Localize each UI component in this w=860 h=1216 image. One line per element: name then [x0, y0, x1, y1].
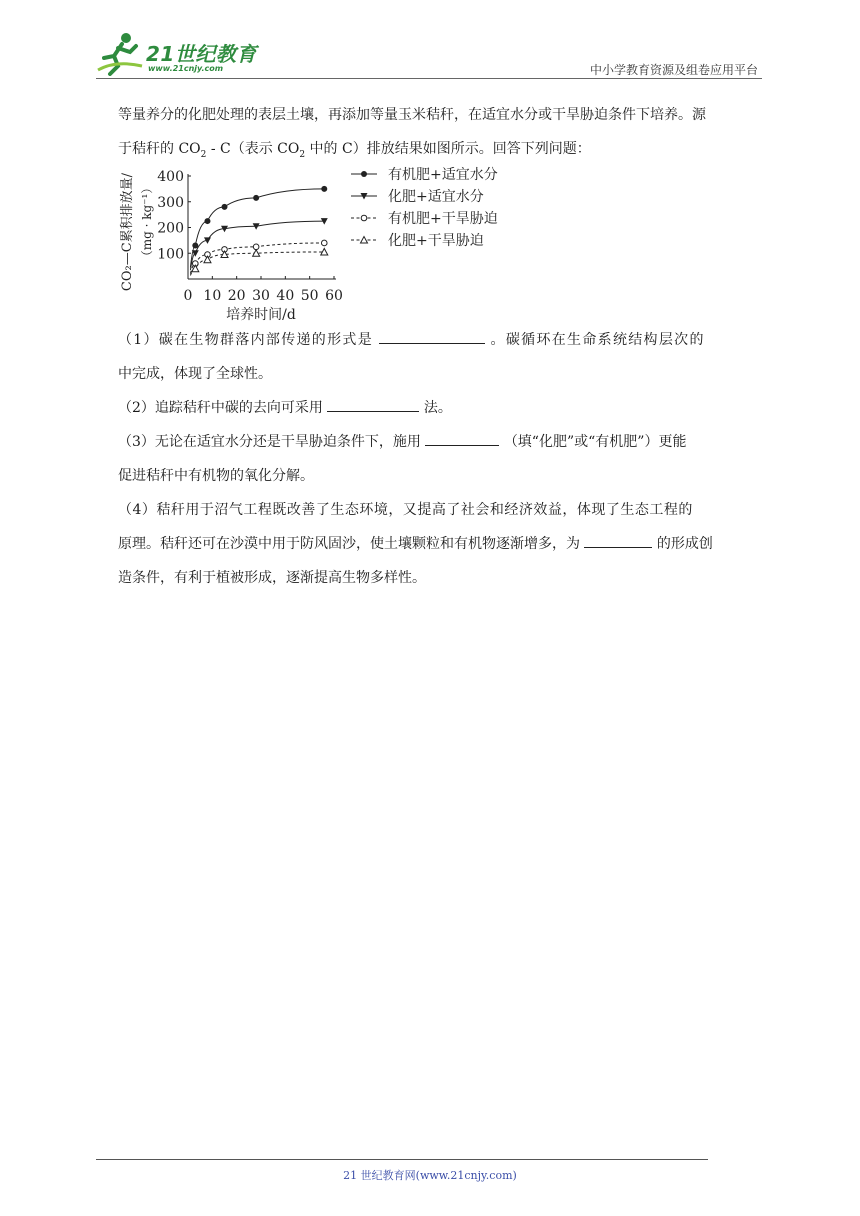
- x-tick-label: 0: [183, 288, 193, 304]
- data-point: [222, 204, 228, 210]
- q3-line-2: 促进秸秆中有机物的氧化分解。: [118, 468, 314, 484]
- q1-line-2: 中完成，体现了全球性。: [118, 366, 272, 382]
- y-tick-label: 100: [157, 246, 184, 263]
- y-tick-label: 300: [157, 194, 184, 211]
- q4-line-2: 原理。秸秆还可在沙漠中用于防风固沙，使土壤颗粒和有机物逐渐增多，为 的形成创: [118, 527, 762, 561]
- question-4: [118, 493, 762, 595]
- series-4: [190, 248, 327, 275]
- x-axis-label: 培养时间/d: [226, 307, 296, 323]
- legend-entry: [351, 188, 484, 205]
- legend-label: 有机肥+适宜水分: [388, 167, 498, 183]
- x-tick-label: 20: [227, 288, 246, 304]
- legend-marker: [361, 215, 367, 221]
- chart-axes: [119, 169, 343, 323]
- legend-label: 有机肥+干旱胁迫: [388, 211, 498, 227]
- legend-label: 化肥+干旱胁迫: [388, 233, 484, 249]
- logo-text: 21世纪教育: [146, 42, 257, 66]
- legend-entry: [351, 166, 498, 183]
- x-tick-label: 10: [203, 288, 222, 304]
- intro-line-2: 于秸秆的 $CO_2 - C$（表示 $CO_2$ 中的 C）排放结果如图所示。回答下列问题：: [118, 141, 591, 160]
- x-tick-label: 40: [276, 288, 295, 304]
- question-2: （2）追踪秸秆中碳的去向可采用 法。: [118, 391, 762, 425]
- header-divider: [96, 78, 762, 79]
- q4-line-1: （4）秸秆用于沼气工程既改善了生态环境，又提高了社会和经济效益，体现了生态工程的: [118, 502, 693, 518]
- data-point: [204, 256, 211, 263]
- intro-line-1: 等量养分的化肥处理的表层土壤，再添加等量玉米秸秆，在适宜水分或干旱胁迫条件下培养。源: [118, 107, 706, 123]
- data-point: [192, 250, 199, 257]
- question-3: [118, 425, 762, 493]
- chart-series: [190, 186, 327, 276]
- chart-legend: [351, 166, 498, 249]
- q1-blank-1[interactable]: [379, 329, 485, 344]
- legend-marker: [361, 237, 368, 244]
- question-1: [118, 323, 762, 391]
- legend-label: 化肥+适宜水分: [388, 189, 484, 205]
- logo-url: www.21cnjy.com: [148, 64, 224, 73]
- data-point: [321, 186, 327, 192]
- x-tick-label: 60: [325, 288, 343, 304]
- q2-blank[interactable]: [327, 397, 419, 412]
- q3-blank[interactable]: [425, 431, 499, 446]
- platform-title: 中小学教育资源及组卷应用平台: [589, 63, 758, 77]
- x-tick-label: 50: [300, 288, 319, 304]
- runner-logo-icon: [96, 30, 146, 76]
- footer-divider: [96, 1159, 708, 1160]
- page-header: [96, 30, 762, 82]
- data-point: [204, 218, 210, 224]
- y-tick-label: 400: [157, 169, 184, 185]
- data-point: [253, 195, 259, 201]
- site-logo: [96, 30, 266, 78]
- legend-entry: [351, 233, 484, 249]
- footer-text: 21 世纪教育网(www.21cnjy.com): [343, 1169, 517, 1182]
- q3-line-1: （3）无论在适宜水分还是干旱胁迫条件下，施用 （填“化肥”或“有机肥”）更能: [118, 425, 762, 459]
- intro-paragraph: [118, 98, 762, 172]
- y-axis-label: CO₂—C累积排放量/: [120, 172, 135, 292]
- series-3: [190, 240, 327, 273]
- data-point: [321, 240, 327, 246]
- q4-line-3: 造条件，有利于植被形成，逐渐提高生物多样性。: [118, 570, 426, 586]
- co2-emission-chart: [115, 166, 515, 326]
- x-tick-label: 30: [252, 288, 270, 304]
- q4-blank[interactable]: [584, 533, 652, 548]
- y-axis-unit-label: （mg · kg⁻¹）: [140, 181, 154, 263]
- y-tick-label: 200: [157, 220, 184, 237]
- legend-marker: [361, 171, 367, 177]
- legend-entry: [351, 210, 498, 227]
- q1-line-1: （1）碳在生物群落内部传递的形式是 。碳循环在生命系统结构层次的: [118, 323, 762, 357]
